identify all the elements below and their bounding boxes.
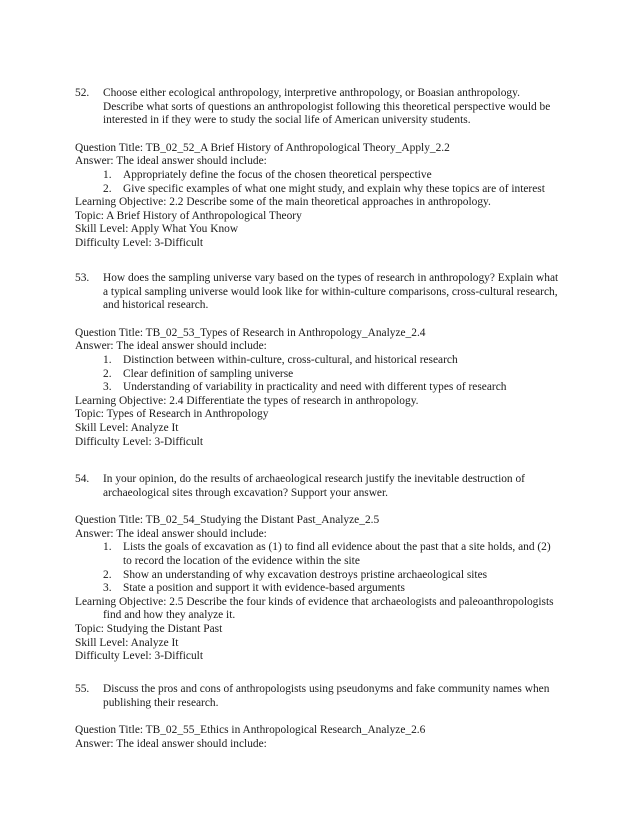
question-prompt — [75, 683, 575, 710]
question-number: 54. — [75, 473, 90, 485]
answer-intro: Answer: The ideal answer should include: — [75, 527, 267, 540]
answer-intro: Answer: The ideal answer should include: — [75, 155, 267, 168]
answer-item: 2. Give specific examples of what one might study, and explain why these topics are of interest — [103, 182, 545, 195]
learning-objective: Learning Objective: 2.4 Differentiate the types of research in anthropology. — [75, 394, 419, 407]
prompt-line: and historical research. — [103, 299, 209, 312]
prompt-line: Discuss the pros and cons of anthropologists using pseudonyms and fake community names when — [103, 683, 550, 695]
answer-item: 3. Understanding of variability in practicality and need with different types of research — [103, 381, 507, 394]
difficulty-level: Difficulty Level: 3-Difficult — [75, 236, 204, 249]
prompt-line: Describe what sorts of questions an anthropologist following this theoretical perspective would be — [103, 100, 551, 113]
topic: Topic: Types of Research in Anthropology — [75, 408, 269, 421]
prompt-line: interested in if they were to study the social life of American university students. — [103, 114, 471, 127]
question-prompt — [75, 272, 575, 313]
answer-item: 3. State a position and support it with evidence-based arguments — [103, 582, 405, 595]
learning-objective: Learning Objective: 2.2 Describe some of the main theoretical approaches in anthropology. — [75, 196, 491, 209]
prompt-line: In your opinion, do the results of archaeological research justify the inevitable destruction of — [103, 473, 525, 485]
question-title: Question Title: TB_02_54_Studying the Distant Past_Analyze_2.5 — [75, 514, 380, 527]
prompt-line: publishing their research. — [103, 696, 219, 709]
answer-intro: Answer: The ideal answer should include: — [75, 737, 267, 750]
question-55 — [75, 683, 575, 751]
topic: Topic: A Brief History of Anthropological Theory — [75, 209, 302, 222]
difficulty-level: Difficulty Level: 3-Difficult — [75, 435, 204, 448]
question-number: 52. — [75, 87, 90, 99]
answer-item: 1. Appropriately define the focus of the chosen theoretical perspective — [103, 168, 432, 181]
answer-item: 1. Lists the goals of excavation as (1) to find all evidence about the past that a site holds, and (2) to record the location of the evidence within the site — [103, 541, 551, 567]
answer-item: 2. Show an understanding of why excavation destroys pristine archaeological sites — [103, 568, 488, 581]
skill-level: Skill Level: Apply What You Know — [75, 223, 239, 236]
question-53 — [75, 272, 575, 449]
topic: Topic: Studying the Distant Past — [75, 622, 223, 635]
question-54 — [75, 473, 575, 664]
prompt-line: a typical sampling universe would look like for within-culture comparisons, cross-cultural research, — [103, 285, 558, 298]
question-title: Question Title: TB_02_55_Ethics in Anthropological Research_Analyze_2.6 — [75, 724, 426, 737]
question-prompt — [75, 473, 575, 500]
skill-level: Skill Level: Analyze It — [75, 636, 179, 649]
prompt-line: archaeological sites through excavation? Support your answer. — [103, 486, 388, 499]
answer-item: 1. Distinction between within-culture, cross-cultural, and historical research — [103, 353, 458, 366]
question-number: 53. — [75, 272, 90, 284]
question-title: Question Title: TB_02_52_A Brief History of Anthropological Theory_Apply_2.2 — [75, 141, 450, 154]
skill-level: Skill Level: Analyze It — [75, 421, 179, 434]
learning-objective: Learning Objective: 2.5 Describe the four kinds of evidence that archaeologists and paleoanthropologists find and how they analyze it. — [75, 595, 554, 622]
answer-item: 2. Clear definition of sampling universe — [103, 367, 294, 380]
difficulty-level: Difficulty Level: 3-Difficult — [75, 650, 204, 663]
prompt-line: How does the sampling universe vary based on the types of research in anthropology? Explain what — [103, 272, 559, 284]
prompt-line: Choose either ecological anthropology, interpretive anthropology, or Boasian anthropology. — [103, 87, 520, 99]
question-prompt — [75, 87, 575, 128]
question-number: 55. — [75, 683, 90, 695]
answer-intro: Answer: The ideal answer should include: — [75, 340, 267, 353]
question-52 — [75, 87, 575, 251]
question-title: Question Title: TB_02_53_Types of Research in Anthropology_Analyze_2.4 — [75, 326, 426, 339]
